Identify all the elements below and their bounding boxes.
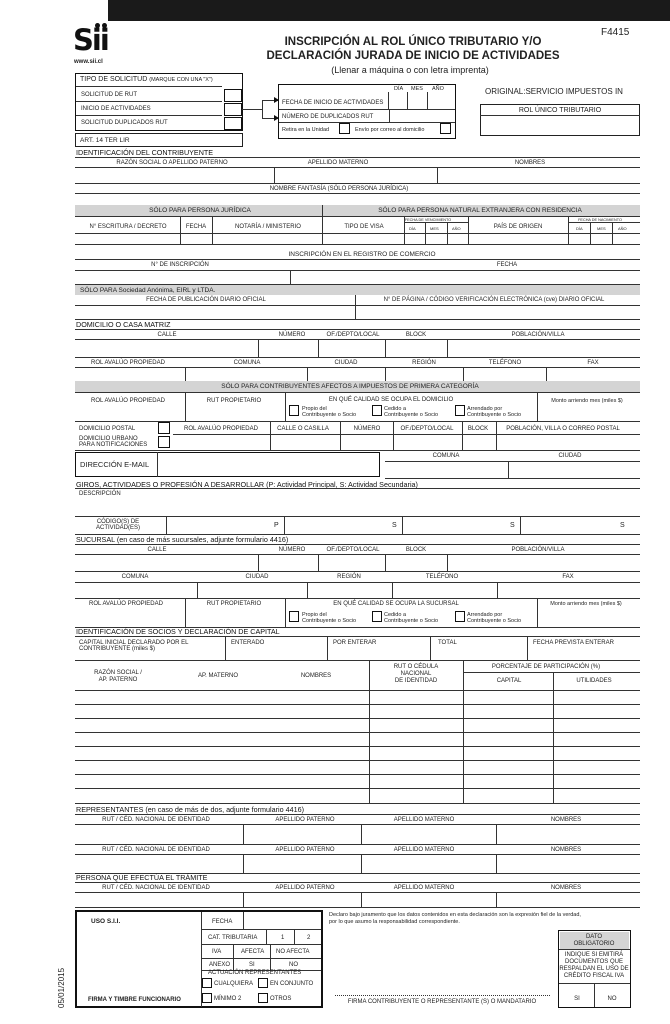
sucursal-numero-input[interactable]	[259, 555, 317, 570]
postal-depto-input[interactable]	[394, 435, 461, 449]
postal-calle-input[interactable]	[271, 435, 339, 449]
footer-date: 05/01/2015	[57, 967, 66, 1008]
checkbox-inicio-actividades[interactable]	[224, 103, 242, 116]
checkbox-sucursal-cedido[interactable]	[372, 611, 382, 622]
sucursal-depto-input[interactable]	[319, 555, 384, 570]
fecha-inicio-label: FECHA DE INICIO DE ACTIVIDADES	[282, 100, 384, 106]
uso-fecha-input[interactable]	[244, 913, 321, 928]
retira-label: Retira en la Unidad	[282, 127, 330, 133]
postal-poblacion-input[interactable]	[497, 435, 639, 449]
sucursal-monto-input[interactable]	[538, 610, 639, 626]
iva-si-option[interactable]: SI	[574, 996, 580, 1002]
checkbox-arrendado[interactable]	[455, 405, 465, 416]
fecha-publicacion-input[interactable]	[76, 306, 354, 318]
num-duplicados-input[interactable]	[389, 110, 455, 122]
solicitud-title: TIPO DE SOLICITUD (MARQUE CON UNA "X")	[80, 76, 213, 83]
email-input[interactable]	[158, 453, 379, 476]
tipo-visa-input[interactable]	[323, 234, 403, 244]
giros-descripcion-input[interactable]	[76, 498, 639, 515]
monto-arriendo-input[interactable]	[538, 406, 639, 420]
section-giros: GIROS, ACTIVIDADES O PROFESIÓN A DESARROLLAR (P: Actividad Principal, S: Actividad Secundaria)	[76, 480, 418, 489]
checkbox-solicitud-rut[interactable]	[224, 89, 242, 102]
num-pagina-input[interactable]	[356, 306, 639, 318]
notaria-input[interactable]	[213, 234, 321, 244]
form-subtitle: (Llenar a máquina o con letra imprenta)	[331, 65, 489, 75]
ciudad-input[interactable]	[308, 368, 384, 380]
section-representantes: REPRESENTANTES (en caso de más de dos, adjunte formulario 4416)	[76, 805, 304, 814]
razon-social-input[interactable]	[76, 168, 273, 182]
comuna-input[interactable]	[186, 368, 306, 380]
sucursal-rol-avaluo-input[interactable]	[76, 610, 184, 626]
domicilio-calle-input[interactable]	[76, 340, 257, 356]
sucursal-block-input[interactable]	[386, 555, 446, 570]
logo-url: www.sii.cl	[74, 59, 103, 65]
fecha-inicio-input[interactable]	[389, 93, 455, 108]
num-duplicados-label: NÚMERO DE DUPLICADOS RUT	[282, 114, 374, 120]
checkbox-otros[interactable]	[258, 993, 268, 1003]
option-solicitud-rut: SOLICITUD DE RUT	[81, 92, 138, 98]
capital-enterado-input[interactable]	[226, 648, 326, 659]
tramite-input[interactable]	[76, 893, 639, 906]
postal-rol-avaluo-input[interactable]	[174, 435, 269, 449]
envio-label: Envío por correo al domicilio	[355, 127, 425, 133]
checkbox-retira[interactable]	[339, 123, 350, 134]
escritura-input[interactable]	[76, 234, 179, 244]
checkbox-sucursal-propio[interactable]	[289, 611, 299, 622]
email-ciudad-input[interactable]	[509, 462, 639, 477]
codigo-principal-input[interactable]	[167, 517, 283, 533]
form-title-line-1: INSCRIPCIÓN AL ROL ÚNICO TRIBUTARIO Y/O	[284, 36, 542, 48]
top-black-bar	[108, 0, 670, 21]
sucursal-telefono-input[interactable]	[393, 583, 496, 597]
section-domicilio: DOMICILIO O CASA MATRIZ	[76, 320, 171, 329]
checkbox-propio[interactable]	[289, 405, 299, 416]
fecha-prevista-input[interactable]	[528, 648, 639, 659]
domicilio-block-input[interactable]	[386, 340, 446, 356]
fecha-vencimiento-input[interactable]	[405, 234, 467, 244]
section-socios: IDENTIFICACIÓN DE SOCIOS Y DECLARACIÓN DE CAPITAL	[76, 627, 280, 636]
postal-block-input[interactable]	[463, 435, 495, 449]
representante-1-input[interactable]	[76, 825, 639, 843]
iva-no-option[interactable]: NO	[607, 996, 617, 1002]
section-sucursal: SUCURSAL (en caso de más sucursales, adjunte formulario 4416)	[76, 535, 289, 544]
num-inscripcion-input[interactable]	[76, 271, 289, 283]
telefono-input[interactable]	[464, 368, 545, 380]
codigo-secundario-3-input[interactable]	[521, 517, 639, 533]
email-comuna-input[interactable]	[386, 462, 507, 477]
checkbox-duplicados-rut[interactable]	[224, 117, 242, 130]
logo-text: Sii	[73, 23, 108, 57]
sucursal-poblacion-input[interactable]	[448, 555, 639, 570]
checkbox-minimo-2[interactable]	[202, 993, 212, 1003]
checkbox-cedido[interactable]	[372, 405, 382, 416]
codigo-secundario-1-input[interactable]	[285, 517, 401, 533]
checkbox-domicilio-urbano[interactable]	[158, 436, 170, 448]
checkbox-envio[interactable]	[440, 123, 451, 134]
primera-rol-avaluo-input[interactable]	[76, 406, 184, 420]
sucursal-fax-input[interactable]	[498, 583, 639, 597]
rol-avaluo-input[interactable]	[76, 368, 184, 380]
domicilio-poblacion-input[interactable]	[448, 340, 639, 356]
representante-2-input[interactable]	[76, 855, 639, 872]
fecha-nacimiento-input[interactable]	[569, 234, 639, 244]
option-inicio-actividades: INICIO DE ACTIVIDADES	[81, 106, 151, 112]
capital-por-enterar-input[interactable]	[328, 648, 429, 659]
checkbox-en-conjunto[interactable]	[258, 978, 268, 988]
checkbox-sucursal-arrendado[interactable]	[455, 611, 465, 622]
domicilio-depto-input[interactable]	[319, 340, 384, 356]
rut-label: ROL ÚNICO TRIBUTARIO	[518, 107, 602, 114]
option-duplicados-rut: SOLICITUD DUPLICADOS RUT	[81, 120, 168, 126]
sucursal-region-input[interactable]	[308, 583, 391, 597]
form-title-line-2: DECLARACIÓN JURADA DE INICIO DE ACTIVIDADES	[266, 50, 560, 62]
region-input[interactable]	[386, 368, 462, 380]
apellido-materno-input[interactable]	[275, 168, 436, 182]
primera-rut-propietario-input[interactable]	[186, 406, 284, 420]
section-tramite: PERSONA QUE EFECTÚA EL TRÁMITE	[76, 873, 208, 882]
codigo-secundario-2-input[interactable]	[403, 517, 519, 533]
domicilio-numero-input[interactable]	[259, 340, 317, 356]
signature-area[interactable]	[329, 928, 551, 994]
sucursal-calle-input[interactable]	[76, 555, 257, 570]
form-code: F4415	[601, 27, 630, 38]
checkbox-cualquiera[interactable]	[202, 978, 212, 988]
postal-numero-input[interactable]	[341, 435, 392, 449]
art-14-label: ART. 14 TER LIR	[80, 137, 130, 144]
nombre-fantasia-input[interactable]	[76, 194, 639, 204]
sii-logo	[73, 22, 111, 62]
registro-fecha-input[interactable]	[291, 271, 639, 283]
sucursal-rut-propietario-input[interactable]	[186, 610, 284, 626]
capital-total-input[interactable]	[431, 648, 526, 659]
section-contribuyente: IDENTIFICACIÓN DEL CONTRIBUYENTE	[76, 148, 214, 157]
nombres-input[interactable]	[438, 168, 639, 182]
socio-row-input[interactable]	[76, 691, 639, 803]
juridica-fecha-input[interactable]	[181, 234, 211, 244]
fax-input[interactable]	[547, 368, 639, 380]
original-label: ORIGINAL:SERVICIO IMPUESTOS IN	[485, 87, 623, 96]
sucursal-ciudad-input[interactable]	[198, 583, 306, 597]
pais-origen-input[interactable]	[469, 234, 567, 244]
checkbox-domicilio-postal[interactable]	[158, 422, 170, 434]
sucursal-comuna-input[interactable]	[76, 583, 196, 597]
